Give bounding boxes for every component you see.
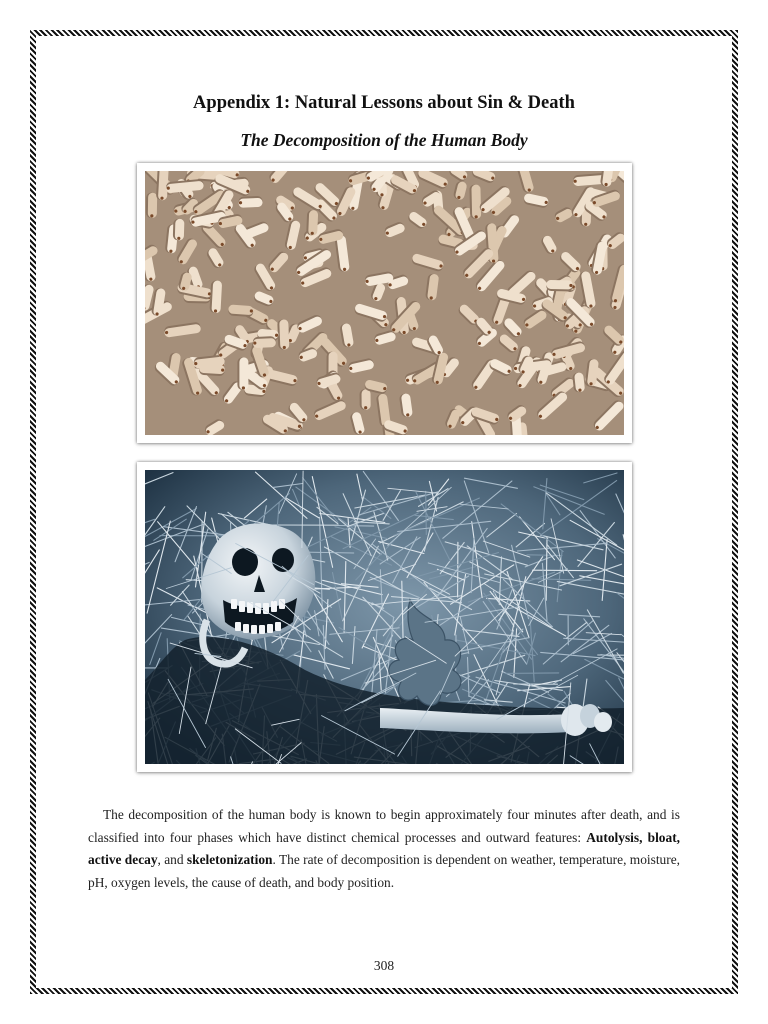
skeleton-photo (137, 462, 632, 772)
paragraph-separator: , and (157, 852, 187, 867)
paragraph-intro: The decomposition of the human body is known to begin approximately four minutes after death, and is classified into four phases which have distinct chemical processes and outward features: (88, 807, 680, 845)
body-paragraph (88, 804, 680, 894)
paragraph-outro: . The rate of decomposition is dependent on weather, temperature, moisture, pH, oxygen levels, the cause of death, and body position. (88, 852, 680, 890)
page-number: 308 (373, 958, 395, 973)
page-subtitle: The Decomposition of the Human Body (240, 130, 528, 150)
skeleton-image (145, 470, 624, 764)
paragraph-phases-bold: Autolysis, bloat, active decay (88, 829, 680, 867)
maggots-photo (137, 163, 632, 443)
page-title: Appendix 1: Natural Lessons about Sin & Death (193, 93, 575, 113)
maggots-image (145, 171, 624, 435)
paragraph-skeletonization-bold: skeletonization (186, 852, 273, 867)
